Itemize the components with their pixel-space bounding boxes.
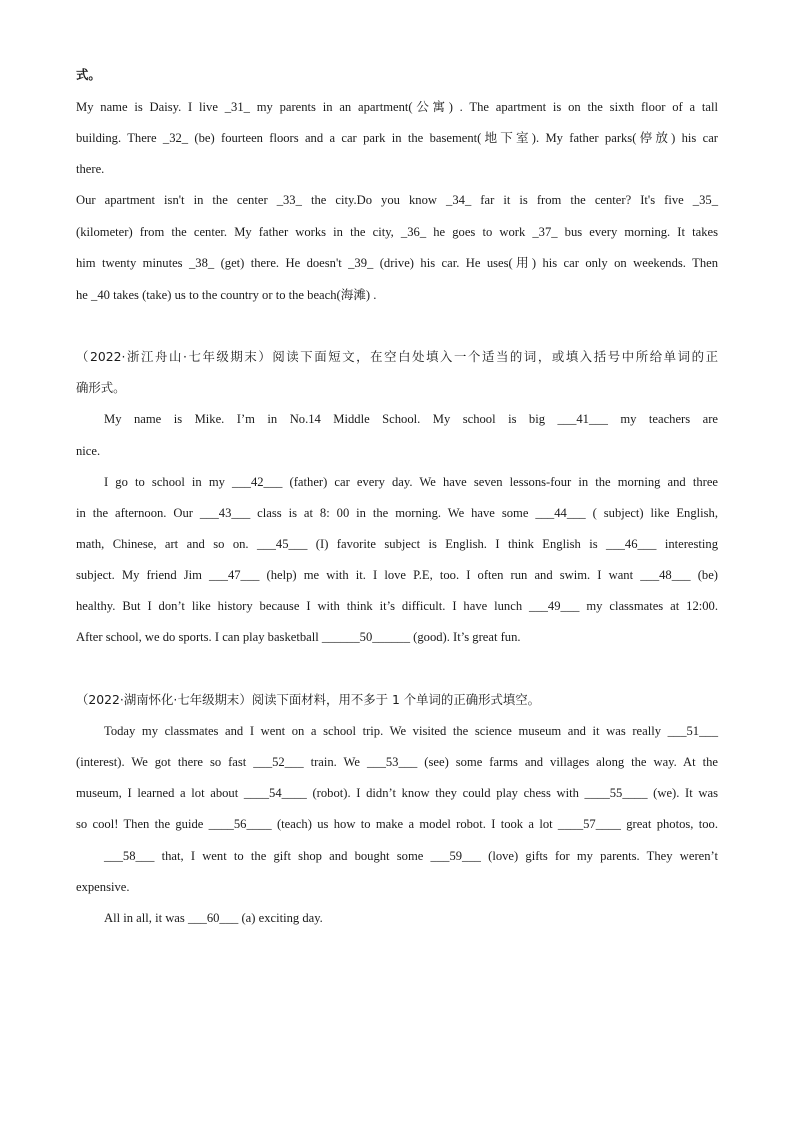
passage-line: expensive. <box>76 880 130 894</box>
passage-line: My name is Mike. I’m in No.14 Middle School. My school is big ___41___ my teachers are <box>104 412 718 426</box>
passage-line: so cool! Then the guide ____56____ (teach) us how to make a model robot. I took a lot ____57____ great photos, too. <box>76 817 718 831</box>
passage-line: ___58___ that, I went to the gift shop and bought some ___59___ (love) gifts for my parents. They weren’t <box>104 849 718 863</box>
passage-line: healthy. But I don’t like history because I with think it’s difficult. I have lunch ___49___ my classmates at 12:00. <box>76 599 718 613</box>
passage-line: museum, I learned a lot about ____54____ (robot). I didn’t know they could play chess with ____55____ (we). It was <box>76 786 718 800</box>
passage-line: After school, we do sports. I can play basketball ______50______ (good). It’s great fun. <box>76 630 521 644</box>
passage-line: building. There _32_ (be) fourteen floors and a car park in the basement(地下室). My father parks(停放) his car <box>76 131 718 145</box>
passage-line: All in all, it was ___60___ (a) exciting day. <box>104 911 323 925</box>
passage-line: (interest). We got there so fast ___52___ train. We ___53___ (see) some farms and villages along the way. At the <box>76 755 718 769</box>
passage-line: subject. My friend Jim ___47___ (help) me with it. I love P.E, too. I often run and swim. I want ___48___ (be) <box>76 568 718 582</box>
question-heading: （2022·浙江舟山·七年级期末）阅读下面短文，在空白处填入一个适当的词，或填入括号中所给单词的正 <box>76 349 718 364</box>
passage-line: in the afternoon. Our ___43___ class is at 8: 00 in the morning. We have some ___44___ ( subject) like English, <box>76 506 718 520</box>
passage-line: he _40 takes (take) us to the country or to the beach(海滩) . <box>76 288 377 302</box>
passage-line: him twenty minutes _38_ (get) there. He doesn't _39_ (drive) his car. He uses(用) his car only on weekends. Then <box>76 256 718 270</box>
passage-line: (kilometer) from the center. My father works in the city, _36_ he goes to work _37_ bus every morning. It takes <box>76 225 718 239</box>
continued-instruction: 式。 <box>76 67 101 82</box>
passage-line: I go to school in my ___42___ (father) car every day. We have seven lessons-four in the morning and three <box>104 475 718 489</box>
passage-line: Our apartment isn't in the center _33_ the city.Do you know _34_ far it is from the center? It's five _35_ <box>76 193 718 207</box>
passage-line: there. <box>76 162 105 176</box>
question-heading: （2022·湖南怀化·七年级期末）阅读下面材料，用不多于 1 个单词的正确形式填空。 <box>76 692 541 707</box>
passage-line: math, Chinese, art and so on. ___45___ (I) favorite subject is English. I think English is ___46___ interesting <box>76 537 718 551</box>
passage-line: Today my classmates and I went on a school trip. We visited the science museum and it was really ___51___ <box>104 724 718 738</box>
passage-line: nice. <box>76 444 101 458</box>
passage-line: My name is Daisy. I live _31_ my parents in an apartment(公寓) . The apartment is on the sixth floor of a tall <box>76 100 718 114</box>
question-heading: 确形式。 <box>76 380 126 395</box>
